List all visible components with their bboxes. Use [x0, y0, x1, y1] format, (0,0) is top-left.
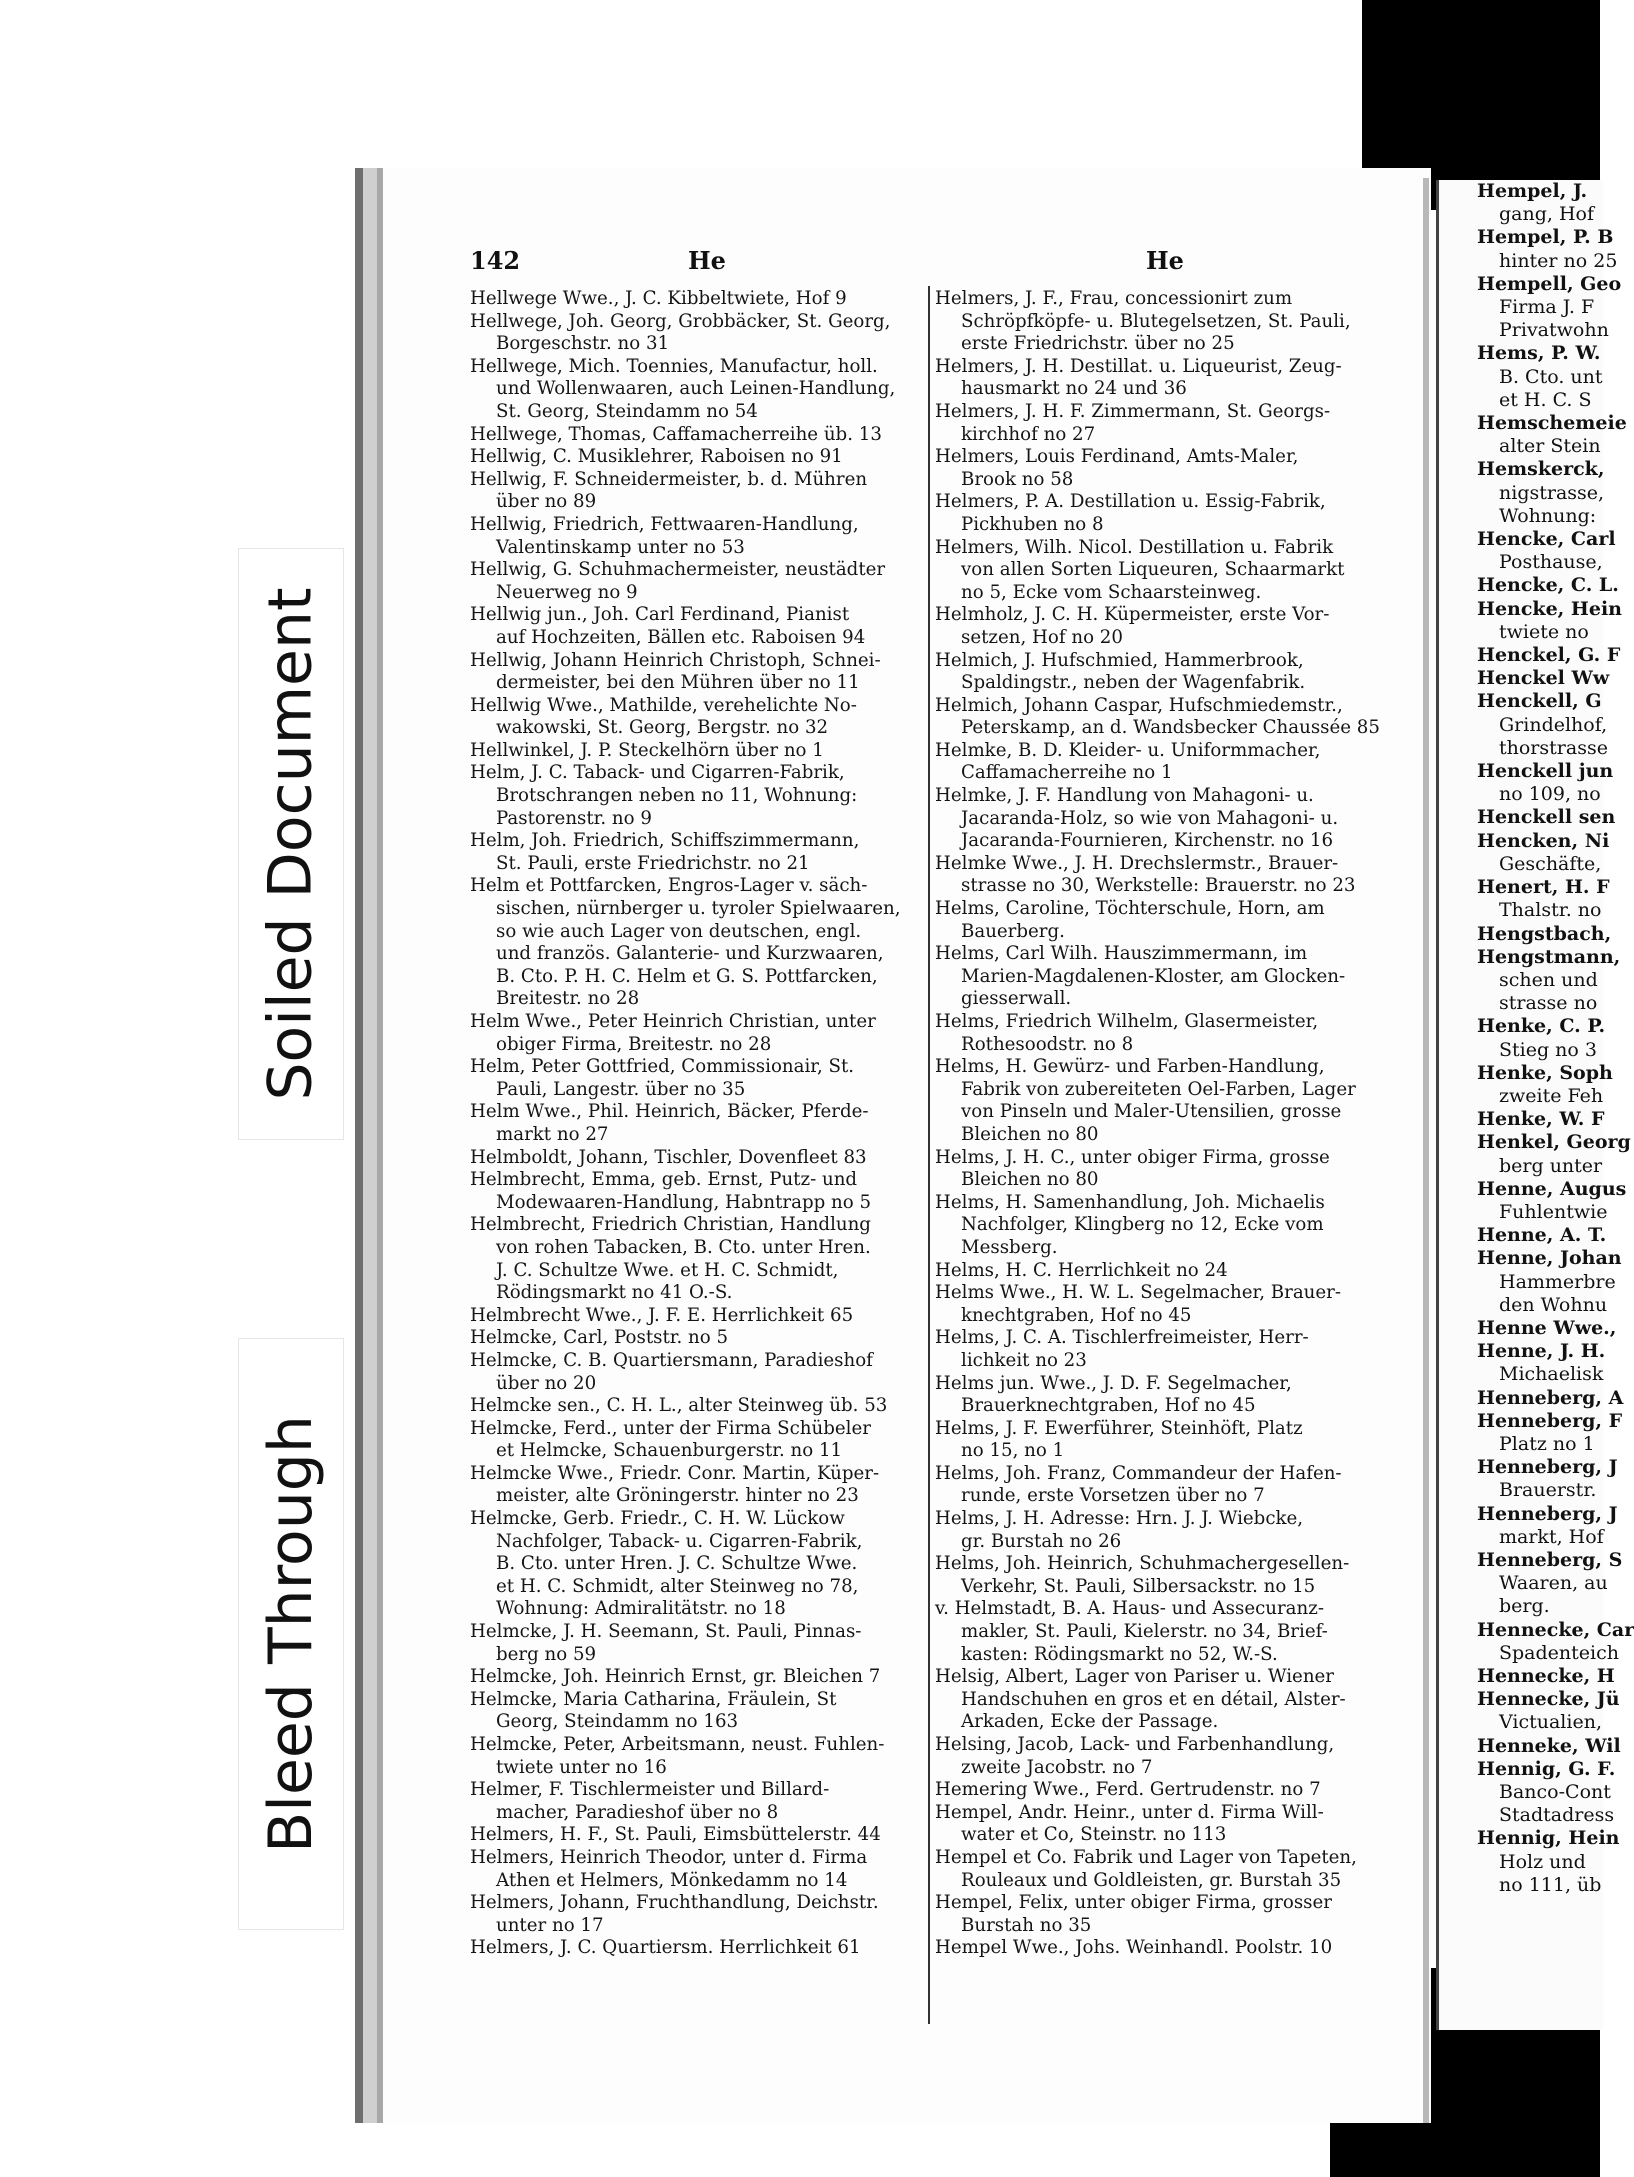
directory-line: berg no 59: [496, 1643, 597, 1665]
directory-line: Helms, H. Gewürz- und Farben-Handlung,: [935, 1056, 1325, 1078]
directory-line: Peterskamp, an d. Wandsbecker Chaussée 85: [961, 717, 1380, 739]
soiled-document-text: Soiled Document: [256, 587, 327, 1101]
directory-line: Helmcke, Joh. Heinrich Ernst, gr. Bleichen 7: [470, 1666, 881, 1688]
directory-line: berg.: [1499, 1595, 1550, 1618]
directory-line: Holz und: [1499, 1850, 1586, 1873]
directory-line: alter Stein: [1499, 435, 1601, 458]
directory-line: knechtgraben, Hof no 45: [961, 1304, 1192, 1326]
directory-line: Hencke, Hein: [1477, 597, 1622, 620]
directory-line: Hencke, C. L.: [1477, 574, 1619, 597]
directory-line: Hemschemeie: [1477, 412, 1627, 435]
directory-line: Hemskerck,: [1477, 458, 1605, 481]
page-header: [470, 246, 1380, 282]
directory-line: von rohen Tabacken, B. Cto. unter Hren.: [496, 1236, 871, 1258]
directory-line: Helms, H. C. Herrlichkeit no 24: [935, 1259, 1228, 1281]
directory-line: Hennecke, H: [1477, 1665, 1615, 1687]
directory-line: setzen, Hof no 20: [961, 626, 1123, 648]
directory-line: Helms, J. H. C., unter obiger Firma, grosse: [935, 1146, 1330, 1168]
directory-line: Nachfolger, Klingberg no 12, Ecke vom: [961, 1214, 1324, 1236]
directory-line: Rothesoodstr. no 8: [961, 1033, 1134, 1055]
directory-line: Henckell, G: [1477, 690, 1602, 713]
directory-line: Henke, Soph: [1477, 1061, 1613, 1084]
directory-line: Hems, P. W.: [1477, 342, 1601, 365]
next-page-fragment: [1436, 180, 1634, 2030]
bleed-through-label: [238, 1338, 344, 1930]
directory-line: so wie auch Lager von deutschen, engl.: [496, 920, 862, 942]
directory-line: Helm, J. C. Taback- und Cigarren-Fabrik,: [470, 762, 845, 784]
directory-line: Hellwig, F. Schneidermeister, b. d. Mühren: [470, 468, 868, 490]
directory-line: Helmbrecht Wwe., J. F. E. Herrlichkeit 65: [470, 1304, 854, 1326]
directory-line: Helms, J. C. A. Tischlerfreimeister, Herr-: [935, 1327, 1309, 1349]
directory-line: Hellwig, Johann Heinrich Christoph, Schnei-: [470, 649, 881, 671]
directory-line: Helmers, J. H. F. Zimmermann, St. Georgs-: [935, 400, 1331, 422]
directory-line: Brauerknechtgraben, Hof no 45: [961, 1395, 1256, 1417]
directory-line: Banco-Cont: [1499, 1781, 1611, 1804]
directory-line: gr. Burstah no 26: [961, 1530, 1122, 1552]
directory-line: Spadenteich: [1499, 1641, 1619, 1664]
directory-line: Hellwege Wwe., J. C. Kibbeltwiete, Hof 9: [470, 288, 847, 309]
directory-line: et H. C. S: [1499, 388, 1592, 411]
directory-line: Bauerberg.: [961, 920, 1065, 942]
directory-line: Jacaranda-Fournieren, Kirchenstr. no 16: [961, 830, 1334, 852]
directory-line: no 109, no: [1499, 783, 1601, 806]
directory-line: Helmers, Wilh. Nicol. Destillation u. Fabrik: [935, 536, 1334, 558]
directory-line: Henke, C. P.: [1477, 1015, 1606, 1038]
directory-line: unter no 17: [496, 1914, 604, 1936]
directory-line: Hemering Wwe., Ferd. Gertrudenstr. no 7: [935, 1779, 1321, 1801]
directory-line: sischen, nürnberger u. tyroler Spielwaaren,: [496, 898, 901, 920]
directory-line: Platz no 1: [1499, 1432, 1595, 1455]
directory-line: Henert, H. F: [1477, 876, 1610, 899]
directory-line: Helmcke, Peter, Arbeitsmann, neust. Fuhlen-: [470, 1734, 885, 1755]
directory-line: Helmcke sen., C. H. L., alter Steinweg üb. 53: [470, 1395, 888, 1417]
directory-line: Helmers, J. H. Destillat. u. Liqueurist, Zeug-: [935, 355, 1342, 377]
directory-line: Messberg.: [961, 1236, 1058, 1258]
directory-line: Helmke, J. F. Handlung von Mahagoni- u.: [935, 785, 1314, 807]
directory-line: Henne, A. T.: [1477, 1224, 1607, 1247]
page-number: 142: [470, 246, 521, 275]
directory-line: Wohnung:: [1499, 504, 1597, 527]
directory-line: Hellwinkel, J. P. Steckelhörn über no 1: [470, 739, 824, 761]
directory-line: wakowski, St. Georg, Bergstr. no 32: [496, 717, 829, 739]
directory-line: Helmbrecht, Emma, geb. Ernst, Putz- und: [470, 1169, 858, 1191]
directory-line: no 111, üb: [1499, 1873, 1602, 1896]
directory-line: Hencke, Carl: [1477, 528, 1616, 551]
directory-line: Helmcke, Maria Catharina, Fräulein, St: [470, 1688, 837, 1710]
directory-line: Hempel et Co. Fabrik und Lager von Tapeten,: [935, 1846, 1357, 1868]
directory-line: macher, Paradieshof über no 8: [496, 1801, 779, 1823]
directory-line: thorstrasse: [1499, 736, 1608, 759]
directory-line: B. Cto. unter Hren. J. C. Schultze Wwe.: [496, 1553, 858, 1575]
directory-line: Hengstbach,: [1477, 922, 1612, 945]
directory-line: strasse no 30, Werkstelle: Brauerstr. no 23: [961, 875, 1356, 897]
directory-line: Helms, Carl Wilh. Hauszimmermann, im: [935, 943, 1308, 965]
directory-line: Brauerstr.: [1499, 1479, 1597, 1502]
directory-line: über no 89: [496, 491, 597, 513]
directory-line: Burstah no 35: [961, 1914, 1092, 1936]
directory-line: Hencken, Ni: [1477, 829, 1610, 852]
directory-line: Fuhlentwie: [1499, 1200, 1608, 1223]
directory-line: nigstrasse,: [1499, 481, 1605, 504]
directory-line: Waaren, au: [1499, 1572, 1608, 1595]
directory-line: meister, alte Gröningerstr. hinter no 23: [496, 1485, 859, 1507]
directory-line: Hengstmann,: [1477, 945, 1621, 968]
directory-line: twiete no: [1499, 620, 1589, 643]
directory-line: Hellwig Wwe., Mathilde, verehelichte No-: [470, 694, 857, 716]
directory-line: B. Cto. unt: [1499, 365, 1603, 388]
directory-line: Verkehr, St. Pauli, Silbersackstr. no 15: [961, 1575, 1316, 1597]
directory-line: Fabrik von zubereiteten Oel-Farben, Lager: [961, 1078, 1356, 1100]
directory-line: Brook no 58: [961, 468, 1074, 490]
directory-line: Wohnung: Admiralitätstr. no 18: [496, 1598, 786, 1620]
directory-line: zweite Jacobstr. no 7: [961, 1756, 1153, 1778]
directory-line: Geschäfte,: [1499, 852, 1602, 875]
directory-line: markt, Hof: [1499, 1525, 1604, 1548]
directory-line: Helmbrecht, Friedrich Christian, Handlung: [470, 1214, 871, 1236]
directory-line: Helmke, B. D. Kleider- u. Uniformmacher,: [935, 739, 1321, 761]
directory-line: no 15, no 1: [961, 1440, 1065, 1462]
directory-line: Helmcke, J. H. Seemann, St. Pauli, Pinnas-: [470, 1621, 862, 1643]
left-column: [470, 288, 920, 2028]
directory-line: strasse no: [1499, 992, 1598, 1015]
right-column: [935, 288, 1395, 2028]
directory-line: Stieg no 3: [1499, 1038, 1597, 1061]
directory-line: Jacaranda-Holz, so wie von Mahagoni- u.: [961, 807, 1339, 829]
directory-line: Helmers, H. F., St. Pauli, Eimsbüttelerstr. 44: [470, 1824, 881, 1846]
directory-line: Nachfolger, Taback- u. Cigarren-Fabrik,: [496, 1530, 863, 1552]
directory-line: makler, St. Pauli, Kielerstr. no 34, Brief-: [961, 1621, 1328, 1643]
directory-line: Hempel, J.: [1477, 180, 1588, 202]
left-running-head: He: [688, 246, 726, 275]
directory-line: Henckel, G. F: [1477, 644, 1621, 667]
directory-line: Rödingsmarkt no 41 O.-S.: [496, 1282, 733, 1304]
directory-line: Hellwig, C. Musiklehrer, Raboisen no 91: [470, 446, 843, 468]
directory-line: Helms jun. Wwe., J. D. F. Segelmacher,: [935, 1372, 1292, 1394]
directory-line: Helmers, Heinrich Theodor, unter d. Firma: [470, 1846, 868, 1868]
directory-line: Helmcke, Carl, Poststr. no 5: [470, 1327, 729, 1349]
directory-line: Henckell jun: [1477, 760, 1614, 783]
directory-line: Hellwege, Mich. Toennies, Manufactur, holl.: [470, 355, 878, 377]
directory-line: Victualien,: [1499, 1711, 1602, 1734]
directory-line: Hammerbre: [1499, 1270, 1616, 1293]
directory-line: Henckel Ww: [1477, 667, 1610, 690]
directory-line: Athen et Helmers, Mönkedamm no 14: [496, 1869, 848, 1891]
directory-line: zweite Feh: [1499, 1084, 1604, 1107]
directory-line: über no 20: [496, 1372, 597, 1394]
directory-line: auf Hochzeiten, Bällen etc. Raboisen 94: [496, 626, 866, 648]
directory-line: Schröpfköpfe- u. Blutegelsetzen, St. Pauli,: [961, 310, 1351, 332]
directory-line: erste Friedrichstr. über no 25: [961, 333, 1235, 355]
directory-line: Helm et Pottfarcken, Engros-Lager v. säch-: [470, 875, 868, 897]
directory-line: dermeister, bei den Mühren über no 11: [496, 672, 860, 694]
bleed-through-text: Bleed Through: [256, 1415, 327, 1853]
directory-line: Helmcke Wwe., Friedr. Conr. Martin, Küper-: [470, 1462, 880, 1484]
directory-line: giesserwall.: [961, 988, 1072, 1010]
directory-line: Helms, H. Samenhandlung, Joh. Michaelis: [935, 1191, 1325, 1213]
directory-line: markt no 27: [496, 1123, 609, 1145]
directory-line: Hennig, G. F.: [1477, 1757, 1616, 1780]
directory-line: Hempell, Geo: [1477, 272, 1622, 295]
directory-line: Helmers, P. A. Destillation u. Essig-Fabrik,: [935, 491, 1326, 513]
directory-line: Henne, J. H.: [1477, 1340, 1606, 1363]
directory-line: Hempel, Andr. Heinr., unter d. Firma Will-: [935, 1801, 1324, 1823]
directory-line: Helmcke, Ferd., unter der Firma Schübeler: [470, 1417, 871, 1439]
directory-line: Henkel, Georg: [1477, 1131, 1631, 1154]
directory-line: berg unter: [1499, 1154, 1603, 1177]
directory-line: Stadtadress: [1499, 1804, 1615, 1827]
directory-line: Helm Wwe., Phil. Heinrich, Bäcker, Pferde-: [470, 1101, 869, 1123]
directory-line: hausmarkt no 24 und 36: [961, 378, 1187, 400]
directory-line: Neuerweg no 9: [496, 581, 638, 603]
directory-line: Grindelhof,: [1499, 713, 1608, 736]
directory-line: und französ. Galanterie- und Kurzwaaren,: [496, 943, 884, 965]
directory-line: und Wollenwaaren, auch Leinen-Handlung,: [496, 378, 896, 400]
directory-line: hinter no 25: [1499, 249, 1618, 272]
directory-line: Caffamacherreihe no 1: [961, 762, 1173, 784]
directory-line: Posthause,: [1499, 551, 1603, 574]
directory-line: Marien-Magdalenen-Kloster, am Glocken-: [961, 965, 1346, 987]
directory-line: Henneberg, A: [1477, 1386, 1624, 1409]
directory-line: Spaldingstr., neben der Wagenfabrik.: [961, 672, 1306, 694]
directory-line: Valentinskamp unter no 53: [496, 536, 745, 558]
directory-line: Helmke Wwe., J. H. Drechslermstr., Brauer-: [935, 852, 1339, 874]
directory-line: von Pinseln und Maler-Utensilien, grosse: [961, 1101, 1342, 1123]
directory-line: Hellwege, Joh. Georg, Grobbäcker, St. Georg,: [470, 310, 891, 332]
directory-line: Henckell sen: [1477, 806, 1616, 829]
directory-line: Pickhuben no 8: [961, 513, 1104, 535]
directory-line: kirchhof no 27: [961, 423, 1096, 445]
directory-line: Hempel, P. B: [1477, 226, 1614, 249]
directory-line: Henneke, Wil: [1477, 1734, 1621, 1757]
directory-line: Henneberg, J: [1477, 1502, 1618, 1525]
soiled-document-label: [238, 548, 344, 1140]
directory-line: den Wohnu: [1499, 1293, 1608, 1316]
directory-line: Henneberg, F: [1477, 1409, 1623, 1432]
directory-line: Hennecke, Jü: [1477, 1688, 1620, 1711]
directory-line: Helmcke, C. B. Quartiersmann, Paradieshof: [470, 1349, 873, 1371]
directory-line: Rouleaux und Goldleisten, gr. Burstah 35: [961, 1869, 1342, 1891]
directory-line: Helms, Joh. Franz, Commandeur der Hafen-: [935, 1462, 1342, 1484]
directory-line: Thalstr. no: [1499, 899, 1602, 922]
directory-line: Helmich, Johann Caspar, Hufschmiedemstr.,: [935, 694, 1343, 716]
directory-line: Privatwohn: [1499, 319, 1609, 342]
directory-line: Helmboldt, Johann, Tischler, Dovenfleet 83: [470, 1146, 867, 1168]
directory-line: Helms, Joh. Heinrich, Schuhmachergesellen-: [935, 1553, 1350, 1575]
directory-line: water et Co, Steinstr. no 113: [961, 1824, 1227, 1846]
directory-line: Helmer, F. Tischlermeister und Billard-: [470, 1779, 830, 1801]
directory-line: Helmers, J. C. Quartiersm. Herrlichkeit 61: [470, 1937, 861, 1959]
directory-line: et H. C. Schmidt, alter Steinweg no 78,: [496, 1575, 859, 1597]
directory-line: Georg, Steindamm no 163: [496, 1711, 739, 1733]
directory-line: Pastorenstr. no 9: [496, 807, 652, 829]
directory-line: Helsing, Jacob, Lack- und Farbenhandlung,: [935, 1734, 1335, 1755]
directory-line: no 5, Ecke vom Schaarsteinweg.: [961, 581, 1262, 603]
directory-line: Hennig, Hein: [1477, 1827, 1620, 1850]
directory-line: runde, erste Vorsetzen über no 7: [961, 1485, 1265, 1507]
directory-line: St. Pauli, erste Friedrichstr. no 21: [496, 852, 810, 874]
directory-line: Helm, Peter Gottfried, Commissionair, St.: [470, 1056, 855, 1078]
directory-line: twiete unter no 16: [496, 1756, 667, 1778]
directory-line: Henke, W. F: [1477, 1108, 1605, 1131]
directory-line: Pauli, Langestr. über no 35: [496, 1078, 746, 1100]
directory-line: Hennecke, Car: [1477, 1618, 1634, 1641]
next-page-column: [1439, 180, 1634, 1897]
directory-line: Helmich, J. Hufschmied, Hammerbrook,: [935, 649, 1304, 671]
directory-line: Modewaaren-Handlung, Habntrapp no 5: [496, 1191, 872, 1213]
directory-line: lichkeit no 23: [961, 1349, 1087, 1371]
directory-line: Helms, Caroline, Töchterschule, Horn, am: [935, 898, 1325, 920]
directory-line: Helm Wwe., Peter Heinrich Christian, unter: [470, 1011, 876, 1032]
directory-line: Firma J. F: [1499, 296, 1595, 319]
directory-line: obiger Firma, Breitestr. no 28: [496, 1033, 772, 1055]
right-running-head: He: [1146, 246, 1184, 275]
directory-line: Henne Wwe.,: [1477, 1316, 1617, 1339]
page-edge: [1423, 178, 1429, 2123]
directory-line: Brotschrangen neben no 11, Wohnung:: [496, 785, 858, 807]
directory-line: Helms, J. F. Ewerführer, Steinhöft, Platz: [935, 1417, 1303, 1439]
column-divider: [928, 286, 930, 2024]
directory-line: Helms, J. H. Adresse: Hrn. J. J. Wiebcke,: [935, 1508, 1304, 1530]
directory-line: Helmers, J. F., Frau, concessionirt zum: [935, 288, 1293, 309]
directory-line: Helmers, Louis Ferdinand, Amts-Maler,: [935, 446, 1299, 468]
directory-line: Henneberg, J: [1477, 1456, 1618, 1479]
directory-line: Henne, Johan: [1477, 1247, 1622, 1270]
directory-line: Handschuhen en gros et en détail, Alster-: [961, 1688, 1346, 1710]
directory-line: Hempel Wwe., Johs. Weinhandl. Poolstr. 10: [935, 1937, 1333, 1959]
directory-line: kasten: Rödingsmarkt no 52, W.-S.: [961, 1643, 1278, 1665]
directory-line: Helmcke, Gerb. Friedr., C. H. W. Lückow: [470, 1508, 845, 1530]
directory-line: Henneberg, S: [1477, 1548, 1623, 1571]
directory-line: Michaelisk: [1499, 1363, 1604, 1386]
directory-line: Borgeschstr. no 31: [496, 333, 670, 355]
directory-line: Helsig, Albert, Lager von Pariser u. Wiener: [935, 1666, 1334, 1688]
directory-line: Hellwege, Thomas, Caffamacherreihe üb. 13: [470, 423, 882, 445]
directory-line: Helms Wwe., H. W. L. Segelmacher, Brauer-: [935, 1282, 1341, 1304]
directory-line: von allen Sorten Liqueuren, Schaarmarkt: [961, 559, 1345, 581]
directory-line: schen und: [1499, 968, 1598, 991]
directory-line: J. C. Schultze Wwe. et H. C. Schmidt,: [496, 1259, 839, 1281]
directory-line: St. Georg, Steindamm no 54: [496, 400, 758, 422]
directory-line: Helm, Joh. Friedrich, Schiffszimmermann,: [470, 830, 860, 852]
directory-line: Breitestr. no 28: [496, 988, 640, 1010]
directory-line: Helms, Friedrich Wilhelm, Glasermeister,: [935, 1011, 1319, 1032]
directory-line: Hellwig, Friedrich, Fettwaaren-Handlung,: [470, 513, 859, 535]
directory-line: Helmholz, J. C. H. Küpermeister, erste Vor-: [935, 604, 1330, 626]
directory-line: Hempel, Felix, unter obiger Firma, grosser: [935, 1892, 1332, 1914]
directory-line: et Helmcke, Schauenburgerstr. no 11: [496, 1440, 843, 1462]
directory-line: Arkaden, Ecke der Passage.: [961, 1711, 1219, 1733]
directory-line: gang, Hof: [1499, 203, 1595, 226]
directory-line: Bleichen no 80: [961, 1123, 1099, 1145]
directory-line: Hellwig, G. Schuhmachermeister, neustädter: [470, 559, 886, 581]
directory-line: Helmers, Johann, Fruchthandlung, Deichstr.: [470, 1892, 879, 1914]
directory-line: v. Helmstadt, B. A. Haus- und Assecuranz-: [935, 1598, 1324, 1620]
directory-line: Bleichen no 80: [961, 1169, 1099, 1191]
directory-line: Henne, Augus: [1477, 1177, 1627, 1200]
directory-line: Hellwig jun., Joh. Carl Ferdinand, Pianist: [470, 604, 850, 626]
directory-line: B. Cto. P. H. C. Helm et G. S. Pottfarcken,: [496, 965, 878, 987]
